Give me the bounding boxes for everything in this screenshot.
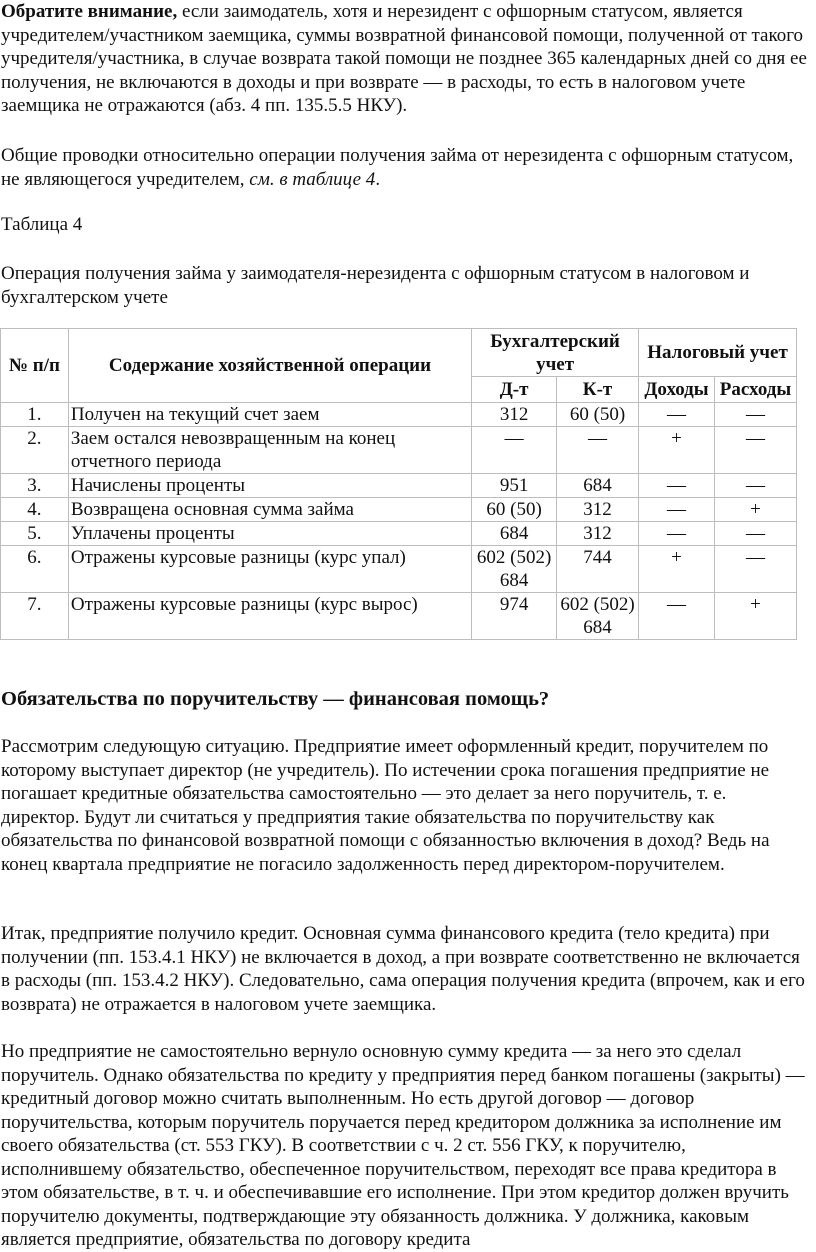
row-credit: 684 [557, 474, 639, 498]
paragraph-credit: Итак, предприятие получило кредит. Основная сумма финансового кредита (тело кредита) при получении (пп. 153.4.1 НКУ) не включается в доход, а при возврате соответственно не включается в расходы (пп. 153.4.2 НКУ). Следовательно, сама операция получения кредита (впрочем, как и его возврата) не отражается в налоговом учете заемщика. [1, 923, 805, 1015]
row-debit: 602 (502) 684 [472, 546, 557, 593]
row-number: 2. [1, 427, 69, 474]
table-row [1, 427, 797, 474]
row-operation: Возвращена основная сумма займа [68, 498, 471, 522]
header-number: № п/п [1, 329, 69, 403]
paragraph-situation: Рассмотрим следующую ситуацию. Предприятие имеет оформленный кредит, поручителем по которому выступает директор (не учредитель). По истечении срока погашения предприятие не погашает кредитные обязательства самостоятельно — это делает за него поручитель, т. е. директор. Будут ли считаться у предприятия такие обязательства по поручительству как обязательства по финансовой возвратной помощи с обязанностью включения в доход? Ведь на конец квартала предприятие не погасило задолженность перед директором-поручителем. [1, 736, 770, 875]
row-credit: 312 [557, 522, 639, 546]
row-debit: 684 [472, 522, 557, 546]
header-tax: Налоговый учет [639, 329, 797, 377]
section-heading: Обязательства по поручительству — финансовая помощь? [1, 688, 550, 710]
row-expense: + [714, 593, 796, 640]
paragraph-notice [1, 0, 807, 118]
row-expense: — [714, 427, 796, 474]
header-expense: Расходы [714, 377, 796, 403]
table-row [1, 546, 797, 593]
row-number: 1. [1, 403, 69, 427]
notice-lead: Обратите внимание, [1, 1, 178, 22]
notice-text: если заимодатель, хотя и нерезидент с офшорным статусом, является учредителем/участником заемщика, суммы возвратной финансовой помощи, полученной от такого учредителя/участника, в случае возврата такой помощи не позднее 365 календарных дней со дня ее получения, не включаются в доходы и при возврате — в расходы, то есть в налоговом учете заемщика не отражаются (абз. 4 пп. 135.5.5 НКУ). [1, 1, 807, 116]
table-caption: Операция получения займа у заимодателя-нерезидента с офшорным статусом в налоговом и бухгалтерском учете [1, 263, 750, 308]
row-credit: 312 [557, 498, 639, 522]
row-expense: — [714, 546, 796, 593]
row-debit: 974 [472, 593, 557, 640]
row-income: — [639, 403, 715, 427]
row-credit: 60 (50) [557, 403, 639, 427]
row-operation: Отражены курсовые разницы (курс упал) [68, 546, 471, 593]
header-debit: Д-т [472, 377, 557, 403]
row-expense: + [714, 498, 796, 522]
row-credit: 744 [557, 546, 639, 593]
row-debit: 312 [472, 403, 557, 427]
row-number: 4. [1, 498, 69, 522]
header-credit: К-т [557, 377, 639, 403]
row-credit: — [557, 427, 639, 474]
operations-table [0, 328, 797, 640]
row-number: 7. [1, 593, 69, 640]
row-income: + [639, 427, 715, 474]
row-operation: Уплачены проценты [68, 522, 471, 546]
row-operation: Получен на текущий счет заем [68, 403, 471, 427]
paragraph-general-entries [1, 144, 807, 191]
table-row [1, 498, 797, 522]
header-content: Содержание хозяйственной операции [68, 329, 471, 403]
row-income: — [639, 522, 715, 546]
row-expense: — [714, 522, 796, 546]
table-row [1, 403, 797, 427]
row-number: 6. [1, 546, 69, 593]
row-income: — [639, 498, 715, 522]
row-income: + [639, 546, 715, 593]
general-entries-text: Общие проводки относительно операции получения займа от нерезидента с офшорным статусом, не являющегося учредителем, [1, 145, 794, 190]
table-label: Таблица 4 [1, 214, 83, 235]
table-row [1, 474, 797, 498]
row-debit: 60 (50) [472, 498, 557, 522]
row-debit: 951 [472, 474, 557, 498]
header-accounting: Бухгалтерский учет [472, 329, 639, 377]
row-number: 3. [1, 474, 69, 498]
table-reference: см. в таблице 4 [249, 168, 376, 190]
row-debit: — [472, 427, 557, 474]
row-expense: — [714, 474, 796, 498]
row-expense: — [714, 403, 796, 427]
row-operation: Отражены курсовые разницы (курс вырос) [68, 593, 471, 640]
row-credit: 602 (502) 684 [557, 593, 639, 640]
row-operation: Начислены проценты [68, 474, 471, 498]
table-row [1, 522, 797, 546]
row-number: 5. [1, 522, 69, 546]
row-income: — [639, 593, 715, 640]
row-income: — [639, 474, 715, 498]
general-entries-end: . [375, 168, 381, 190]
table-row [1, 593, 797, 640]
paragraph-guarantor: Но предприятие не самостоятельно вернуло основную сумму кредита — за него это сделал поручитель. Однако обязательства по кредиту у предприятия перед банком погашены (закрыты) — кредитный договор можно считать выполненным. Но есть другой договор — договор поручительства, которым поручитель поручается перед кредитором должника за исполнение им своего обязательства (ст. 553 ГКУ). В соответствии с ч. 2 ст. 556 ГКУ, к поручителю, исполнившему обязательство, обеспеченное поручительством, переходят все права кредитора в этом обязательстве, в т. ч. и обеспечивавшие его исполнение. При этом кредитор должен вручить поручителю документы, подтверждающие эту обязанность должника. У должника, каковым является предприятие, обязательства по договору кредита [1, 1041, 805, 1250]
header-income: Доходы [639, 377, 715, 403]
row-operation: Заем остался невозвращенным на конец отчетного периода [68, 427, 471, 474]
